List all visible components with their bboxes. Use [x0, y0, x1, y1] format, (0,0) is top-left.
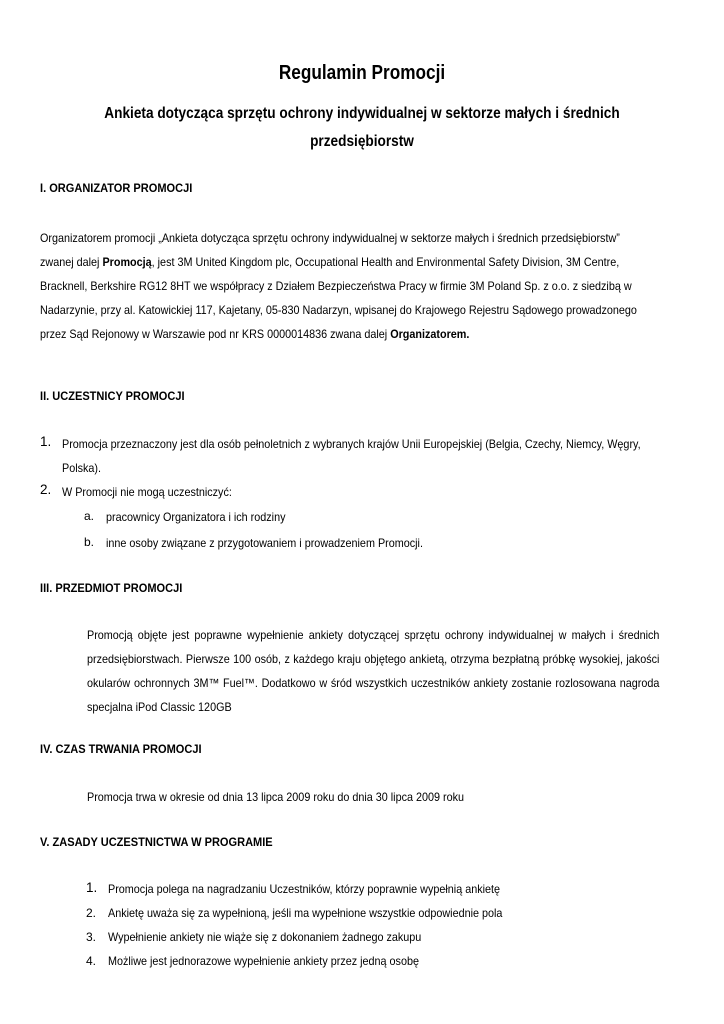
- section-1-line-4: Nadarzynie, przy al. Katowickiej 117, Kajetany, 05-830 Nadarzyn, wpisanej do Krajowego Rejestru Sądowego prowadzonego: [40, 303, 637, 317]
- section-3-heading: III. PRZEDMIOT PROMOCJI: [40, 581, 183, 595]
- section-2-item-b: inne osoby związane z przygotowaniem i prowadzeniem Promocji.: [106, 536, 423, 550]
- section-2-item-a-letter: a.: [84, 509, 95, 523]
- section-2-item-1-line-2: Polska).: [62, 461, 102, 475]
- section-1-heading: I. ORGANIZATOR PROMOCJI: [40, 181, 193, 195]
- section-2-item-2: W Promocji nie mogą uczestniczyć:: [62, 485, 232, 499]
- section-2-item-1-line-1: Promocja przeznaczony jest dla osób pełnoletnich z wybranych krajów Unii Europejskiej (Belgia, Czechy, Niemcy, Węgry,: [62, 437, 641, 451]
- section-1-line-5-start: przez Sąd Rejonowy w Warszawie pod nr KRS 0000014836 zwana dalej: [40, 327, 391, 341]
- section-3-line-3: okularów ochronnych 3M™ Fuel™. Dodatkowo w śród wszystkich uczestników ankiety zostanie rozlosowana nagroda: [87, 676, 660, 690]
- section-5-item-2: Ankietę uważa się za wypełnioną, jeśli ma wypełnione wszystkie odpowiednie pola: [108, 906, 503, 920]
- section-5-item-1-number: 1.: [86, 880, 98, 895]
- organizer-term: Organizatorem.: [390, 327, 470, 341]
- section-5-item-2-number: 2.: [86, 906, 97, 920]
- promotion-term: Promocją: [102, 255, 152, 269]
- section-3-paragraph: [87, 623, 659, 719]
- document-subtitle: [96, 100, 628, 156]
- section-1-line-2-start: zwanej dalej: [40, 255, 103, 269]
- section-3-line-4: specjalna iPod Classic 120GB: [87, 700, 232, 714]
- section-3-line-2: przedsiębiorstwach. Pierwsze 100 osób, z każdego kraju objętego ankietą, otrzyma bezpłatną próbkę wysokiej, jakości: [87, 652, 660, 666]
- section-1-line-1: Organizatorem promocji „Ankieta dotycząca sprzętu ochrony indywidualnej w sektorze małych i średnich przedsiębiorstw”: [40, 231, 620, 245]
- section-2-heading: II. UCZESTNICY PROMOCJI: [40, 389, 185, 403]
- section-5-item-3-number: 3.: [86, 930, 97, 944]
- section-2-item-a: pracownicy Organizatora i ich rodziny: [106, 510, 286, 524]
- document-title: Regulamin Promocji: [278, 62, 446, 84]
- section-4-heading: IV. CZAS TRWANIA PROMOCJI: [40, 742, 202, 756]
- section-3-line-1: Promocją objęte jest poprawne wypełnienie ankiety dotyczącej sprzętu ochrony indywidualnej w małych i średnich: [87, 628, 660, 642]
- section-5-heading: V. ZASADY UCZESTNICTWA W PROGRAMIE: [40, 835, 273, 849]
- section-5-item-1: Promocja polega na nagradzaniu Uczestników, którzy poprawnie wypełnią ankietę: [108, 882, 501, 896]
- section-1-line-2: [40, 250, 652, 274]
- subtitle-line-1: Ankieta dotycząca sprzętu ochrony indywidualnej w sektorze małych i średnich: [104, 105, 620, 122]
- section-1-paragraph: [40, 226, 652, 346]
- section-2-item-2-number: 2.: [40, 482, 52, 497]
- section-1-line-2-end: , jest 3M United Kingdom plc, Occupational Health and Environmental Safety Division, 3M Centre,: [151, 255, 620, 269]
- section-1-line-3: Bracknell, Berkshire RG12 8HT we współpracy z Działem Bezpieczeństwa Pracy w firmie 3M Poland Sp. z o.o. z siedzibą w: [40, 279, 632, 293]
- section-2-item-1-number: 1.: [40, 434, 52, 449]
- subtitle-line-2: przedsiębiorstw: [310, 133, 414, 150]
- section-4-paragraph: Promocja trwa w okresie od dnia 13 lipca 2009 roku do dnia 30 lipca 2009 roku: [87, 790, 465, 804]
- section-5-item-3: Wypełnienie ankiety nie wiąże się z dokonaniem żadnego zakupu: [108, 930, 422, 944]
- section-5-item-4: Możliwe jest jednorazowe wypełnienie ankiety przez jedną osobę: [108, 954, 419, 968]
- section-2-item-1: [62, 432, 656, 480]
- section-2-item-b-letter: b.: [84, 535, 95, 549]
- section-1-line-5: [40, 322, 652, 346]
- section-5-item-4-number: 4.: [86, 954, 97, 968]
